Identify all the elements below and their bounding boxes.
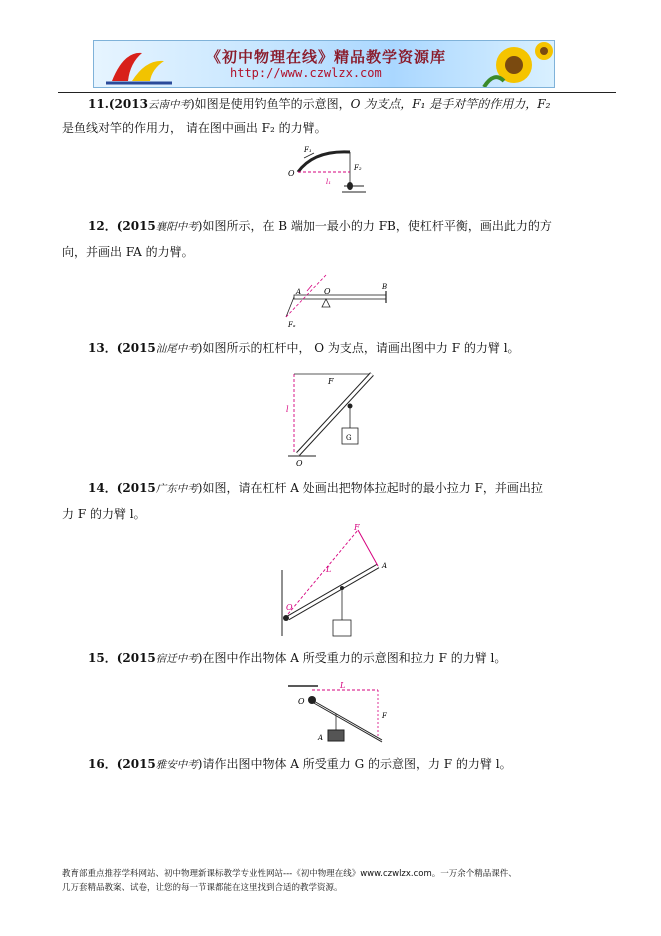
- svg-text:A: A: [296, 288, 302, 296]
- question-11-line1: 11.(2013云南中考)如图是使用钓鱼竿的示意图，O 为支点，F₁ 是手对竿的作用力，F₂: [88, 97, 551, 111]
- svg-text:L: L: [326, 565, 332, 574]
- svg-text:F₁: F₁: [304, 146, 312, 154]
- question-14-line2: 力 F 的力臂 l。: [62, 507, 146, 521]
- figure-lever-a: [278, 520, 403, 640]
- svg-text:l: l: [286, 405, 289, 414]
- question-16-line1: 16．(2015雅安中考)请作出图中物体 A 所受重力 G 的示意图，力 F 的力臂 l。: [88, 757, 512, 771]
- svg-text:O: O: [298, 697, 305, 706]
- footer-line1: 教育部重点推荐学科网站、初中物理新课标教学专业性网站---《初中物理在线》www.czwlzx.com。一万余个精品课件、: [62, 869, 517, 879]
- svg-text:O: O: [286, 603, 293, 612]
- svg-text:F: F: [382, 712, 387, 720]
- figure-lever-wall: [284, 676, 394, 748]
- footer-line2: 几万套精品教案、试卷，让您的每一节课都能在这里找到合适的教学资源。: [62, 883, 343, 893]
- svg-text:l₁: l₁: [326, 178, 332, 186]
- svg-text:O: O: [288, 169, 295, 178]
- svg-text:B: B: [382, 283, 388, 291]
- svg-text:A: A: [382, 562, 388, 570]
- figure-lever-ab: [280, 265, 395, 330]
- svg-text:O: O: [324, 287, 331, 296]
- question-12-line2: 向，并画出 FA 的力臂。: [62, 245, 194, 259]
- svg-text:O: O: [296, 459, 303, 468]
- question-14-line1: 14．(2015广东中考)如图，请在杠杆 A 处画出把物体拉起时的最小拉力 F，并画出拉: [88, 481, 543, 495]
- question-12-line1: 12．(2015襄阳中考)如图所示，在 B 端加一最小的力 FB，使杠杆平衡，画出此力的方: [88, 219, 552, 233]
- svg-text:A: A: [318, 734, 324, 742]
- figure-lever-f: [284, 362, 384, 470]
- banner-url[interactable]: http://www.czwlzx.com: [230, 66, 382, 80]
- svg-text:G: G: [346, 434, 352, 442]
- question-13-line1: 13．(2015汕尾中考)如图所示的杠杆中， O 为支点，请画出图中力 F 的力臂 l。: [88, 341, 520, 355]
- header-banner: [93, 40, 555, 88]
- svg-text:L: L: [340, 681, 346, 690]
- svg-text:F₂: F₂: [354, 164, 362, 172]
- figure-fishing-rod: [284, 140, 394, 200]
- sunflower-icon: [474, 41, 554, 87]
- svg-text:F: F: [354, 523, 360, 532]
- banner-title: 《初中物理在线》精品教学资源库: [206, 48, 447, 66]
- question-11-line2: 是鱼线对竿的作用力， 请在图中画出 F₂ 的力臂。: [62, 121, 327, 135]
- svg-text:Fₐ: Fₐ: [288, 321, 296, 329]
- svg-text:F: F: [328, 377, 334, 386]
- question-15-line1: 15．(2015宿迁中考)在图中作出物体 A 所受重力的示意图和拉力 F 的力臂 l。: [88, 651, 507, 665]
- page-footer: [62, 867, 622, 895]
- logo-icon: [102, 45, 192, 85]
